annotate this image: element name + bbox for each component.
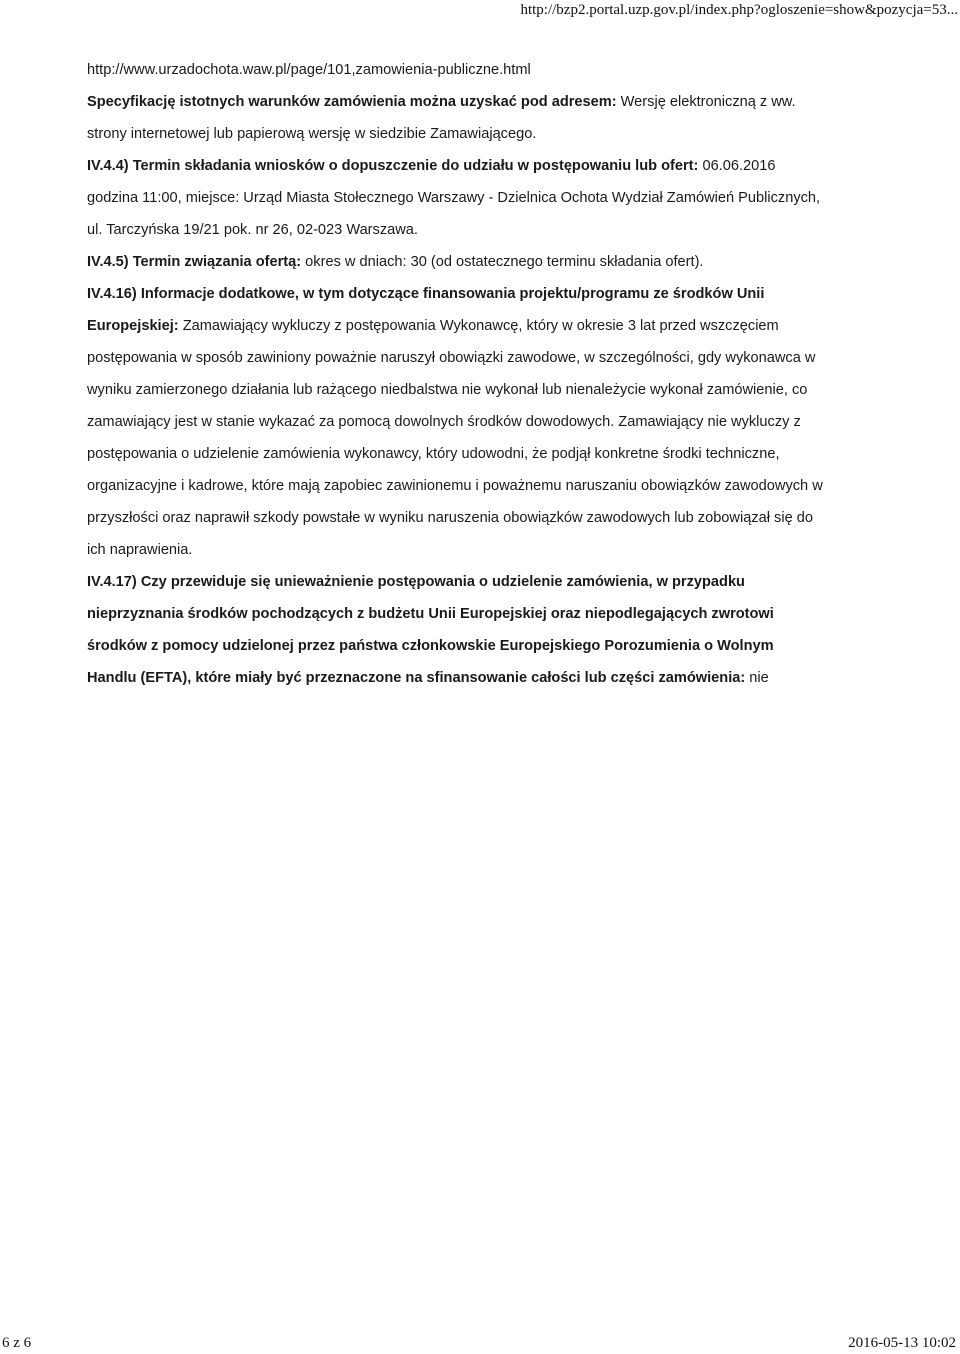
section-iv-4-17-answer: nie <box>745 670 769 686</box>
section-iv-4-17-label-end: Handlu (EFTA), które miały być przeznaczone na sfinansowanie całości lub części zamówienia: <box>87 670 746 686</box>
section-iv-4-16-line-4: zamawiający jest w stanie wykazać za pomocą dowolnych środków dowodowych. Zamawiający nie wykluczy z <box>87 414 801 430</box>
spec-line <box>87 94 796 110</box>
section-iv-4-16-line-1 <box>87 318 779 334</box>
section-iv-4-16-label: IV.4.16) Informacje dodatkowe, w tym dotyczące finansowania projektu/programu ze środków Unii <box>87 286 765 302</box>
spec-label: Specyfikację istotnych warunków zamówienia można uzyskać pod adresem: <box>87 94 617 110</box>
section-iv-4-4-place: godzina 11:00, miejsce: Urząd Miasta Stołecznego Warszawy - Dzielnica Ochota Wydział Zamówień Publicznych, <box>87 190 821 206</box>
section-iv-4-16-line-6: organizacyjne i kadrowe, które mają zapobiec zawinionemu i poważnemu naruszaniu obowiązków zawodowych w <box>87 478 823 494</box>
section-iv-4-4-label: IV.4.4) Termin składania wniosków o dopuszczenie do udziału w postępowaniu lub ofert: <box>87 158 699 174</box>
section-iv-4-4-date: 06.06.2016 <box>698 158 776 174</box>
section-iv-4-16-line-7: przyszłości oraz naprawił szkody powstałe w wyniku naruszenia obowiązków zawodowych lub zobowiązał się do <box>87 510 813 526</box>
header-url: http://bzp2.portal.uzp.gov.pl/index.php?ogloszenie=show&pozycja=53... <box>520 2 958 18</box>
spec-line-2: strony internetowej lub papierową wersję w siedzibie Zamawiającego. <box>87 126 537 142</box>
section-iv-4-17-line-4 <box>87 670 769 686</box>
section-iv-4-17-line-3: środków z pomocy udzielonej przez państwa członkowskie Europejskiego Porozumienia o Wolnym <box>87 638 774 654</box>
section-iv-4-4 <box>87 158 776 174</box>
section-iv-4-17-line-1: IV.4.17) Czy przewiduje się unieważnienie postępowania o udzielenie zamówienia, w przypadku <box>87 574 745 590</box>
section-iv-4-16-line-8: ich naprawienia. <box>87 542 193 558</box>
procurement-url: http://www.urzadochota.waw.pl/page/101,zamowienia-publiczne.html <box>87 62 531 78</box>
section-iv-4-16-label-end: Europejskiej: <box>87 318 179 334</box>
section-iv-4-17-line-2: nieprzyznania środków pochodzących z budżetu Unii Europejskiej oraz niepodlegających zwrotowi <box>87 606 774 622</box>
section-iv-4-16-line-3: wyniku zamierzonego działania lub rażącego niedbalstwa nie wykonał lub nienależycie wykonał zamówienie, co <box>87 382 808 398</box>
section-iv-4-5-value: okres w dniach: 30 (od ostatecznego terminu składania ofert). <box>301 254 704 270</box>
section-iv-4-5 <box>87 254 703 270</box>
section-iv-4-16-line-5: postępowania o udzielenie zamówienia wykonawcy, który udowodni, że podjął konkretne środki techniczne, <box>87 446 780 462</box>
spec-value: Wersję elektroniczną z ww. <box>616 94 796 110</box>
section-iv-4-16-text-start: Zamawiający wykluczy z postępowania Wykonawcę, który w okresie 3 lat przed wszczęciem <box>178 318 779 334</box>
section-iv-4-4-address: ul. Tarczyńska 19/21 pok. nr 26, 02-023 Warszawa. <box>87 222 418 238</box>
print-timestamp: 2016-05-13 10:02 <box>848 1335 956 1351</box>
section-iv-4-16-line-2: postępowania w sposób zawiniony poważnie naruszył obowiązki zawodowe, w szczególności, gdy wykonawca w <box>87 350 816 366</box>
section-iv-4-5-label: IV.4.5) Termin związania ofertą: <box>87 254 302 270</box>
page-number: 6 z 6 <box>2 1335 32 1351</box>
